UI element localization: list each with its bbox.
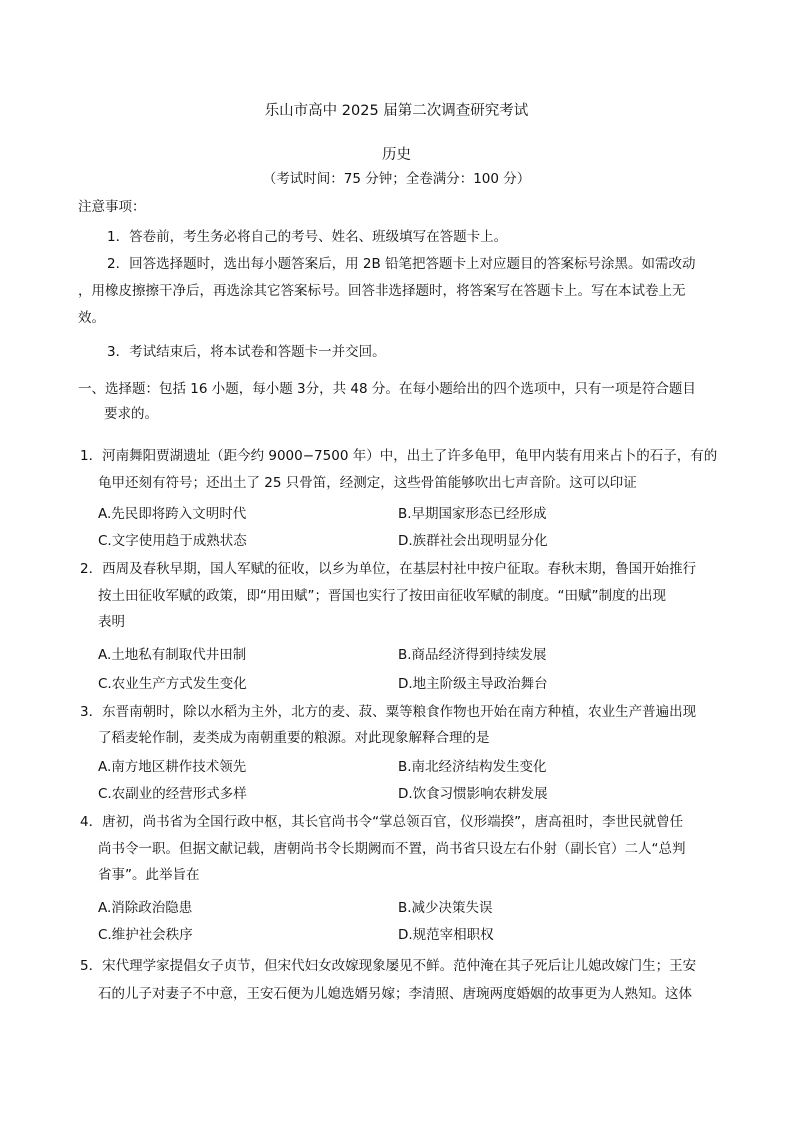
question-1-option-b: B.早期国家形态已经形成 (398, 506, 547, 522)
question-2-line-1: 2．西周及春秋早期，国人军赋的征收，以乡为单位，在基层村社中按户征取。春秋末期，鲁国开始推行 (80, 561, 697, 577)
notice-item-3: 3．考试结束后，将本试卷和答题卡一并交回。 (107, 344, 386, 360)
subject-title: 历史 (382, 147, 411, 163)
time-info: （考试时间：75 分钟；全卷满分：100 分） (262, 171, 531, 187)
question-4-line-2: 尚书令一职。但据文献记载，唐朝尚书令长期阙而不置，尚书省只设左右仆射（副长官）二人“总判 (98, 841, 686, 857)
question-2-option-a: A.土地私有制取代井田制 (98, 647, 247, 663)
notice-item-2-line-1: 2．回答选择题时，选出每小题答案后，用 2B 铅笔把答题卡上对应题目的答案标号涂黑。如需改动 (107, 256, 696, 272)
section-heading-line-2: 要求的。 (104, 406, 158, 422)
question-3-line-2: 了稻麦轮作制，麦类成为南朝重要的粮源。对此现象解释合理的是 (98, 730, 490, 746)
exam-title: 乐山市高中 2025 届第二次调查研究考试 (264, 103, 529, 119)
notice-item-1: 1．答卷前，考生务必将自己的考号、姓名、班级填写在答题卡上。 (107, 229, 508, 245)
question-3-option-d: D.饮食习惯影响农耕发展 (398, 786, 548, 802)
question-3-option-c: C.农副业的经营形式多样 (98, 786, 247, 802)
question-2-option-c: C.农业生产方式发生变化 (98, 676, 247, 692)
question-1-option-c: C.文字使用趋于成熟状态 (98, 533, 247, 549)
question-4-line-3: 省事”。此举旨在 (98, 867, 200, 883)
question-5-line-2: 石的儿子对妻子不中意，王安石便为儿媳选婿另嫁；李清照、唐琬两度婚姻的故事更为人熟知。这体 (98, 986, 692, 1002)
question-1-option-d: D.族群社会出现明显分化 (398, 533, 548, 549)
question-4-line-1: 4．唐初，尚书省为全国行政中枢，其长官尚书令“掌总领百官，仪形端揆”，唐高祖时，李世民就曾任 (80, 814, 684, 830)
notice-item-2-line-3: 效。 (78, 310, 105, 326)
question-2-line-3: 表明 (98, 614, 125, 630)
question-3-line-1: 3．东晋南朝时，除以水稻为主外，北方的麦、菽、粟等粮食作物也开始在南方种植，农业生产普遍出现 (80, 704, 697, 720)
question-5-line-1: 5．宋代理学家提倡女子贞节，但宋代妇女改嫁现象屡见不鲜。范仲淹在其子死后让儿媳改嫁门生；王安 (80, 958, 697, 974)
question-4-option-a: A.消除政治隐患 (98, 900, 193, 916)
question-1-line-1: 1．河南舞阳贾湖遗址（距今约 9000−7500 年）中，出土了许多龟甲，龟甲内装有用来占卜的石子，有的 (80, 448, 718, 464)
question-2-option-b: B.商品经济得到持续发展 (398, 647, 547, 663)
question-1-option-a: A.先民即将跨入文明时代 (98, 506, 247, 522)
section-heading-line-1: 一、选择题：包括 16 小题，每小题 3分，共 48 分。在每小题给出的四个选项中，只有一项是符合题目 (78, 381, 696, 397)
question-4-option-b: B.减少决策失误 (398, 900, 493, 916)
question-1-line-2: 龟甲还刻有符号；还出土了 25 只骨笛，经测定，这些骨笛能够吹出七声音阶。这可以印证 (98, 475, 637, 491)
question-4-option-d: D.规范宰相职权 (398, 927, 494, 943)
question-3-option-b: B.南北经济结构发生变化 (398, 759, 547, 775)
question-2-line-2: 按土田征收军赋的政策，即“用田赋”；晋国也实行了按田亩征收军赋的制度。“田赋”制度的出现 (98, 588, 666, 604)
notice-heading: 注意事项： (78, 199, 146, 215)
question-2-option-d: D.地主阶级主导政治舞台 (398, 676, 548, 692)
question-4-option-c: C.维护社会秩序 (98, 927, 193, 943)
question-3-option-a: A.南方地区耕作技术领先 (98, 759, 247, 775)
notice-item-2-line-2: ，用橡皮擦擦干净后，再选涂其它答案标号。回答非选择题时，将答案写在答题卡上。写在本试卷上无 (78, 283, 686, 299)
